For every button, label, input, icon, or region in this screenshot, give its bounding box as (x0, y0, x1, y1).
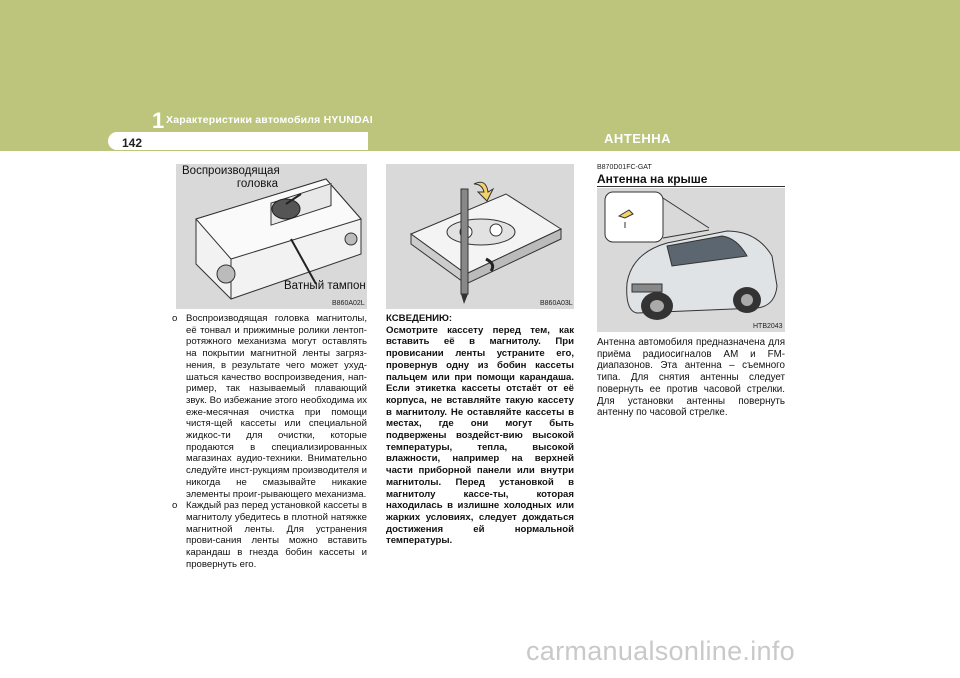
page-number: 142 (122, 136, 143, 150)
watermark: carmanualsonline.info (526, 636, 795, 666)
car-antenna-illustration (597, 188, 785, 332)
figure-code: B860A03L (540, 300, 573, 307)
section-code: B870D01FC-GAT (597, 164, 652, 171)
bullet-marker: o (172, 500, 178, 512)
figure-car-antenna (597, 188, 785, 332)
chapter-title: Характеристики автомобиля HYUNDAI (166, 114, 373, 126)
figure-code: HTB2043 (753, 323, 783, 330)
bullet-text: Каждый раз перед установкой кассеты в магнитолу убедитесь в плотной натяжке магнитной ленты. Для устранения прови-сания ленты можно вставить карандаш в гнезда бобин кассеты и провернуть его. (186, 500, 367, 570)
antenna-description: Антенна автомобиля предназначена для приёма радиосигналов АМ и FM-диапазонов. Эта антенна – съемного типа. Для снятия антенны следует повернуть ее против часовой стрелки. Для установки антенны повернуть антенну по часовой стрелке. (597, 337, 785, 419)
section-title: АНТЕННА (604, 131, 672, 146)
label-playback-head-line2: головка (236, 178, 278, 190)
heading-underline (597, 186, 785, 187)
bullet-item (170, 313, 367, 500)
figure-head-cleaning (176, 164, 367, 309)
notice-title: КСВЕДЕНИЮ: (386, 313, 453, 324)
roof-antenna-heading: Антенна на крыше (597, 172, 708, 186)
bullet-marker: o (172, 313, 178, 324)
bullet-item (170, 500, 367, 570)
notice-block (386, 313, 574, 547)
maintenance-bullets (170, 313, 367, 570)
label-cotton-swab: Ватный тампон (284, 280, 366, 292)
figure-code: B860A02L (332, 300, 365, 307)
page-number-tab (108, 132, 368, 150)
cassette-illustration (386, 164, 574, 309)
label-playback-head-line1: Воспроизводящая (182, 165, 280, 177)
bullet-text: Воспроизводящая головка магнитолы, её тонвал и прижимные ролики лентоп-ротяжного механизма могут оставлять на покрытии магнитной ленты загряз-нения, в результате чего может ухуд-шаться качество воспроизведения, нап-ример, так называемый плавающий звук. Во избежание этого необходима их еже-месячная очистка при помощи чистя-щей кассеты или специальной жидкос-ти для очистки, которые продаются в специализированных магазинах аудио-техники. Внимательно следуйте инст-рукциям производителя и никогда не смазывайте никакие элементы проиг-рывающего механизма. (186, 313, 367, 500)
figure-cassette-pencil (386, 164, 574, 309)
chapter-number: 1 (152, 108, 165, 133)
header-band (0, 0, 960, 151)
notice-text: Осмотрите кассету перед тем, как вставить её в магнитолу. При провисании ленты устраните его, провернув одну из бобин кассеты пальцем или при помощи карандаша. Если этикетка кассеты отстаёт от её корпуса, не вставляйте такую кассету в магнитолу. Не оставляйте кассеты в местах, где они могут быть подвержены воздейст-вию высокой температуры, тепла, высокой влажности, например на верхней части приборной панели или внутри магнитолы. Перед установкой в магнитолу кассе-ты, которая находилась в излишне холодных или жарких условиях, следует дождаться достижения ей нормальной температуры. (386, 324, 574, 547)
label-playback-head (182, 165, 278, 191)
